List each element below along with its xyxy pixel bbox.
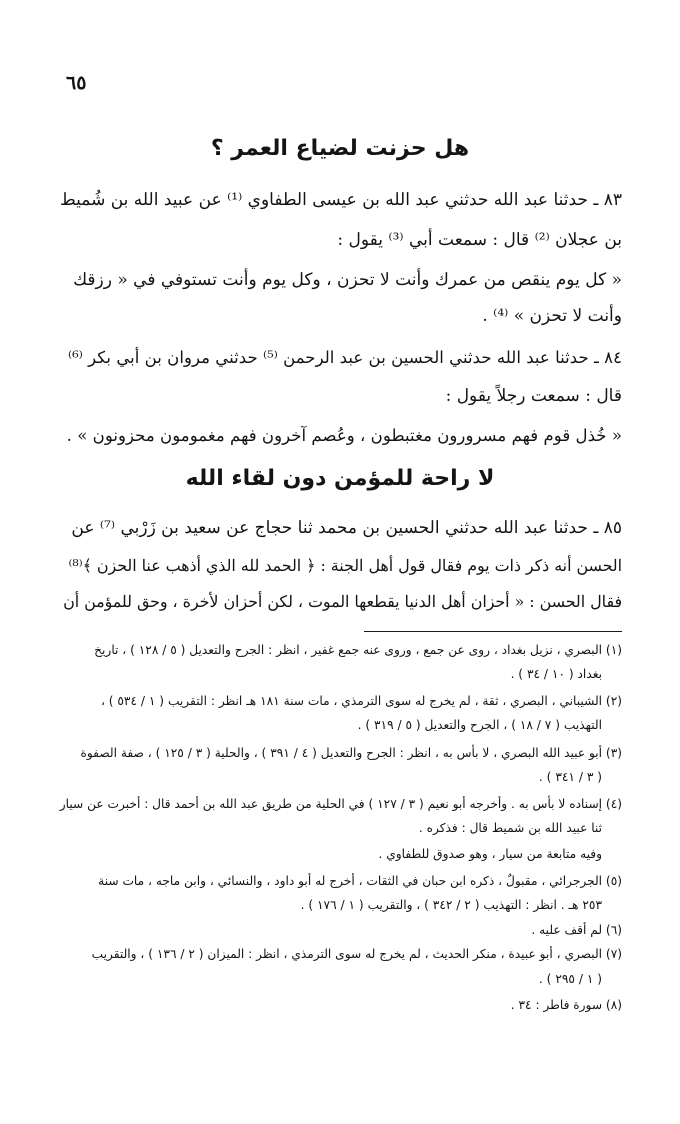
narration-84-line-1: ٨٤ ـ حدثنا عبد الله حدثني الحسين بن عبد الرحمن ⁽⁵⁾ حدثني مروان بن أبي بكر ⁽⁶⁾ xyxy=(68,348,622,367)
footnote-divider xyxy=(364,631,622,632)
footnote-4-line-1: (٤) إسناده لا بأس به . وأخرجه أبو نعيم ( ٣ / ١٢٧ ) في الحلية من طريق عبد الله بن أحمد قال : أخبرت عن سيار xyxy=(59,797,622,811)
footnote-5-line-2: ٢٥٣ هـ . انظر : التهذيب ( ٢ / ٣٤٢ ) ، والتقريب ( ١ / ١٧٦ ) . xyxy=(300,898,602,912)
narration-85-line-2: الحسن أنه ذكر ذات يوم فقال قول أهل الجنة : ﴿ الحمد لله الذي أذهب عنا الحزن ﴾⁽⁸⁾ xyxy=(68,556,622,575)
narration-84-line-2: قال : سمعت رجلاً يقول : xyxy=(445,386,622,406)
narration-85-line-3: فقال الحسن : « أحزان أهل الدنيا يقطعها الموت ، لكن أحزان لأخرة ، وحق للمؤمن أن xyxy=(63,592,622,611)
footnote-5-line-1: (٥) الجرجرائي ، مقبولٌ ، ذكره ابن حبان في الثقات ، أخرج له أبو داود ، والنسائي ، وابن ماجه ، مات سنة xyxy=(98,874,622,888)
narration-85-line-1: ٨٥ ـ حدثنا عبد الله حدثني الحسين بن محمد ثنا حجاج عن سعيد بن زَرْبي ⁽⁷⁾ عن xyxy=(71,518,622,538)
narration-83-line-1: ٨٣ ـ حدثنا عبد الله حدثني عبد الله بن عيسى الطفاوي ⁽¹⁾ عن عبيد الله بن شُميط xyxy=(59,190,622,210)
footnote-7-line-1: (٧) البصري ، أبو عبيدة ، منكر الحديث ، لم يخرج له سوى الترمذي ، انظر : الميزان ( ٢ / ١٣٦ ) ، والتقريب xyxy=(91,947,622,961)
footnote-2-line-1: (٢) الشيباني ، البصري ، ثقة ، لم يخرج له سوى الترمذي ، مات سنة ١٨١ هـ انظر : التقريب ( ١ / ٥٣٤ ) ، xyxy=(100,694,622,708)
page-number: ٦٥ xyxy=(66,72,87,94)
footnote-4-line-3: وفيه متابعة من سيار ، وهو صدوق للطفاوي . xyxy=(378,847,602,861)
quote-84: « خُذل قوم فهم مسرورون مغتبطون ، وعُصم آخرون فهم مغمومون محزونون » . xyxy=(66,426,622,445)
section-title-no-rest-for-believer: لا راحة للمؤمن دون لقاء الله xyxy=(185,466,495,491)
footnote-4-line-2: ثنا عبيد الله بن شميط قال : فذكره . xyxy=(418,821,602,835)
footnote-8: (٨) سورة فاطر : ٣٤ . xyxy=(510,998,622,1012)
footnote-1-line-2: بغداد ( ١٠ / ٣٤ ) . xyxy=(510,667,602,681)
footnote-1-line-1: (١) البصري ، نزيل بغداد ، روى عن جمع ، وروى عنه جمع غفير ، انظر : الجرح والتعديل ( ٥ / ١٢٨ ) ، تاريخ xyxy=(94,643,622,657)
footnote-7-line-2: ( ١ / ٢٩٥ ) . xyxy=(538,972,602,986)
footnote-3-line-2: ( ٣ / ٣٤١ ) . xyxy=(538,770,602,784)
quote-83-line-1: « كل يوم ينقص من عمرك وأنت لا تحزن ، وكل يوم وأنت تستوفي في « رزقك xyxy=(73,270,622,290)
quote-83-line-2: وأنت لا تحزن » ⁽⁴⁾ . xyxy=(482,306,622,326)
footnote-3-line-1: (٣) أبو عبيد الله البصري ، لا بأس به ، انظر : الجرح والتعديل ( ٤ / ٣٩١ ) ، والحلية ( ٣ / ١٢٥ ) ، صفة الصفوة xyxy=(80,746,622,760)
footnote-6: (٦) لم أقف عليه . xyxy=(531,923,622,937)
footnote-2-line-2: التهذيب ( ٧ / ١٨ ) ، الجرح والتعديل ( ٥ / ٣١٩ ) . xyxy=(357,718,602,732)
narration-83-line-2: بن عجلان ⁽²⁾ قال : سمعت أبي ⁽³⁾ يقول : xyxy=(337,230,622,250)
section-title-grief-lost-life: هل حزنت لضياع العمر ؟ xyxy=(210,136,470,161)
